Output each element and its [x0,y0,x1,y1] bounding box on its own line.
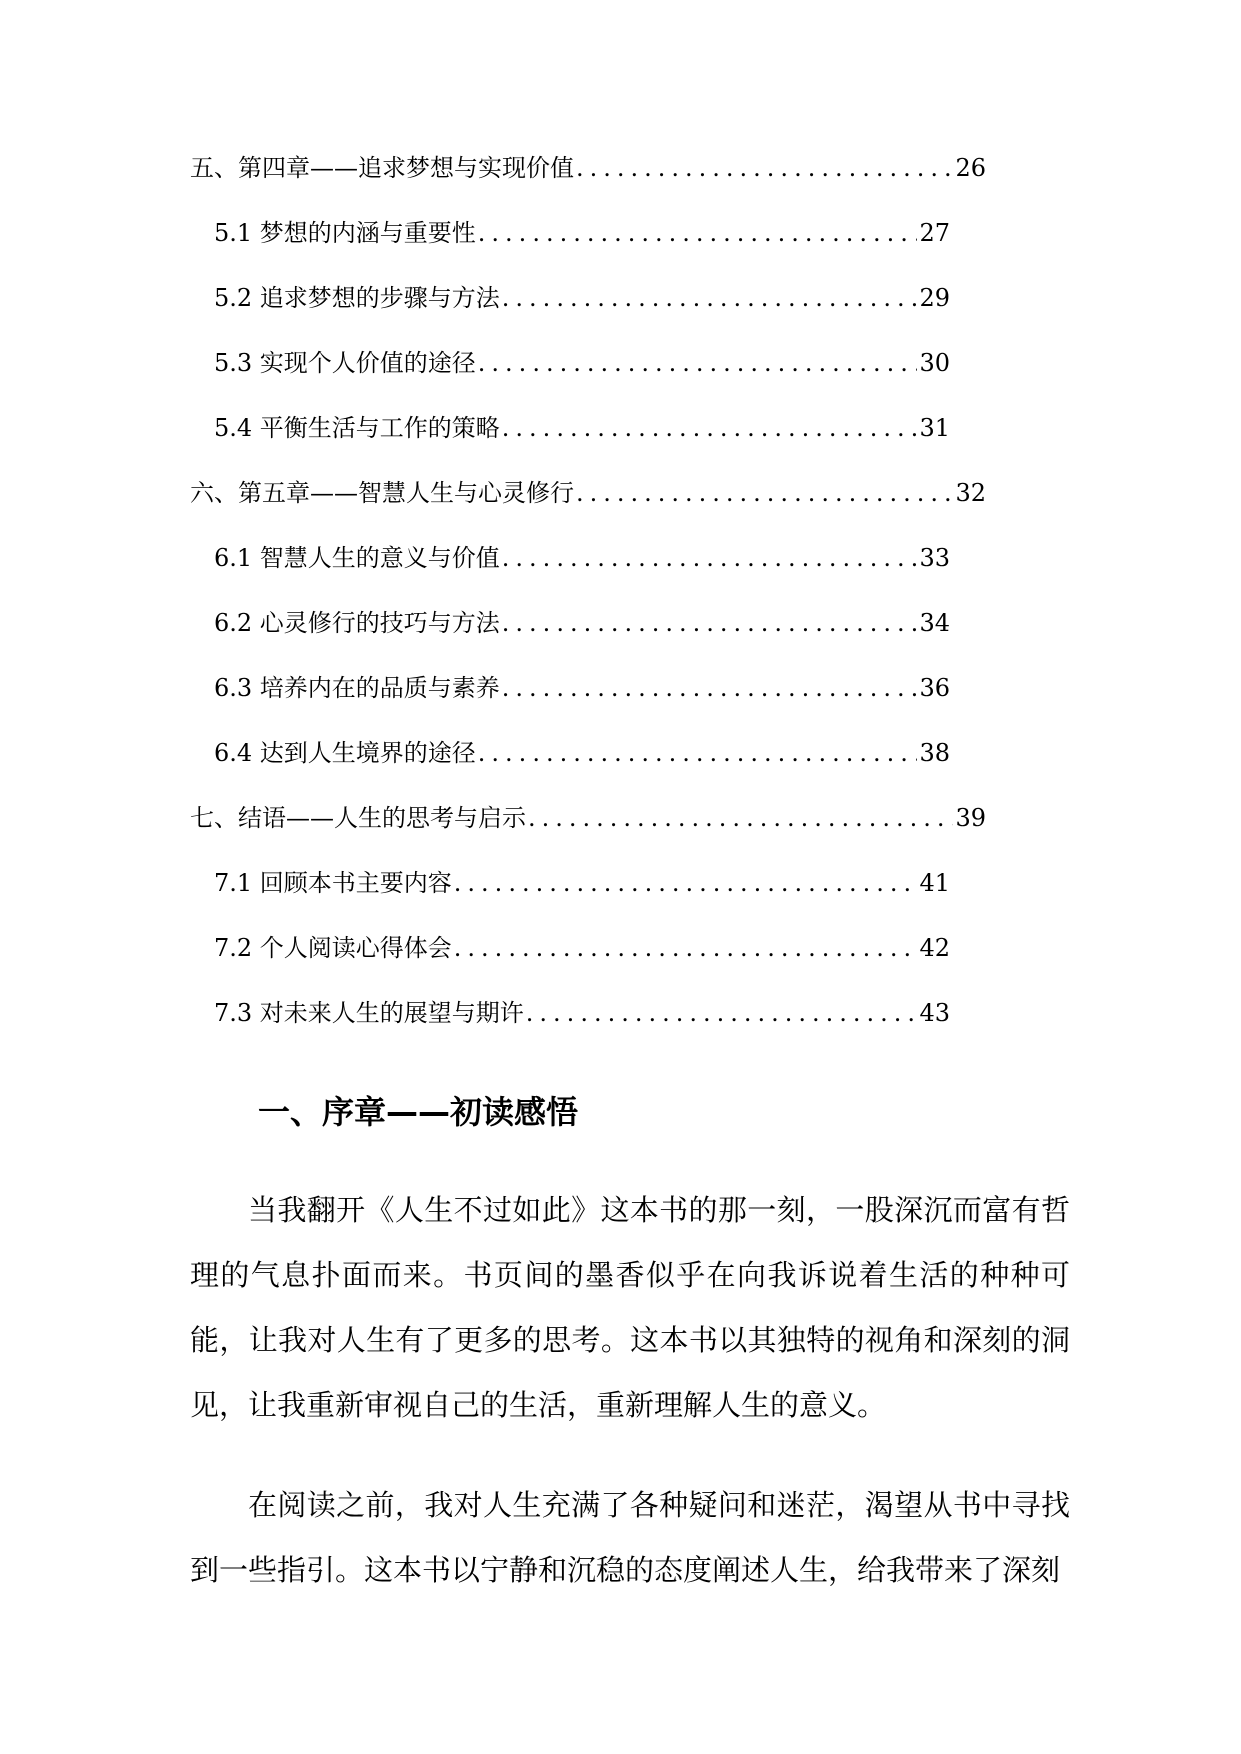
body-paragraph: 当我翻开《人生不过如此》这本书的那一刻，一股深沉而富有哲理的气息扑面而来。书页间的墨香似乎在向我诉说着生活的种种可能，让我对人生有了更多的思考。这本书以其独特的视角和深刻的洞见，让我重新审视自己的生活，重新理解人生的意义。 [190,1193,1070,1422]
toc-dot-leader [528,803,953,833]
toc-entry[interactable] [214,413,950,443]
toc-entry-title: 6.1 智慧人生的意义与价值 [214,544,500,572]
toc-entry-page: 32 [955,479,986,507]
toc-entry-page: 34 [919,609,950,637]
toc-entry-page: 33 [919,544,950,572]
toc-dot-leader [502,608,918,638]
toc-entry-page: 39 [955,804,986,832]
toc-entry[interactable] [214,608,950,638]
toc-entry[interactable] [214,283,950,313]
toc-dot-leader [502,543,918,573]
toc-entry-page: 42 [919,934,950,962]
toc-entry[interactable] [214,933,950,963]
toc-entry-page: 38 [919,739,950,767]
toc-entry-title: 7.2 个人阅读心得体会 [214,934,452,962]
toc-entry-title: 6.2 心灵修行的技巧与方法 [214,609,500,637]
toc-dot-leader [526,998,918,1028]
toc-entry-title: 5.1 梦想的内涵与重要性 [214,219,476,247]
section-heading: 一、序章——初读感悟 [258,1093,579,1131]
toc-entry-page: 31 [919,414,950,442]
toc-entry-title: 7.3 对未来人生的展望与期许 [214,999,524,1027]
toc-dot-leader [478,218,918,248]
toc-entry-title: 5.4 平衡生活与工作的策略 [214,414,500,442]
toc-entry[interactable] [214,673,950,703]
toc-entry[interactable] [190,153,986,183]
toc-entry-page: 29 [919,284,950,312]
toc-entry[interactable] [214,543,950,573]
toc-entry-title: 6.4 达到人生境界的途径 [214,739,476,767]
toc-entry-page: 30 [919,349,950,377]
toc-dot-leader [454,868,918,898]
toc-entry-page: 41 [919,869,950,897]
toc-entry-page: 26 [955,154,986,182]
toc-dot-leader [502,413,918,443]
toc-entry[interactable] [190,478,986,508]
toc-entry-title: 5.3 实现个人价值的途径 [214,349,476,377]
toc-entry-title: 5.2 追求梦想的步骤与方法 [214,284,500,312]
toc-entry[interactable] [214,738,950,768]
toc-dot-leader [502,673,918,703]
body-paragraph: 在阅读之前，我对人生充满了各种疑问和迷茫，渴望从书中寻找到一些指引。这本书以宁静和沉稳的态度阐述人生，给我带来了深刻 [190,1488,1070,1587]
toc-dot-leader [478,348,918,378]
toc-dot-leader [576,153,953,183]
toc-entry-page: 36 [919,674,950,702]
toc-entry-title: 五、第四章——追求梦想与实现价值 [190,154,574,182]
toc-entry-page: 43 [919,999,950,1027]
toc-entry[interactable] [214,218,950,248]
toc-entry[interactable] [190,803,986,833]
toc-dot-leader [454,933,918,963]
toc-entry[interactable] [214,868,950,898]
toc-entry[interactable] [214,348,950,378]
toc-entry-title: 七、结语——人生的思考与启示 [190,804,526,832]
toc-dot-leader [478,738,918,768]
toc-entry-title: 7.1 回顾本书主要内容 [214,869,452,897]
toc-entry-title: 六、第五章——智慧人生与心灵修行 [190,479,574,507]
toc-dot-leader [502,283,918,313]
toc-entry-page: 27 [919,219,950,247]
toc-entry[interactable] [214,998,950,1028]
toc-entry-title: 6.3 培养内在的品质与素养 [214,674,500,702]
toc-dot-leader [576,478,953,508]
